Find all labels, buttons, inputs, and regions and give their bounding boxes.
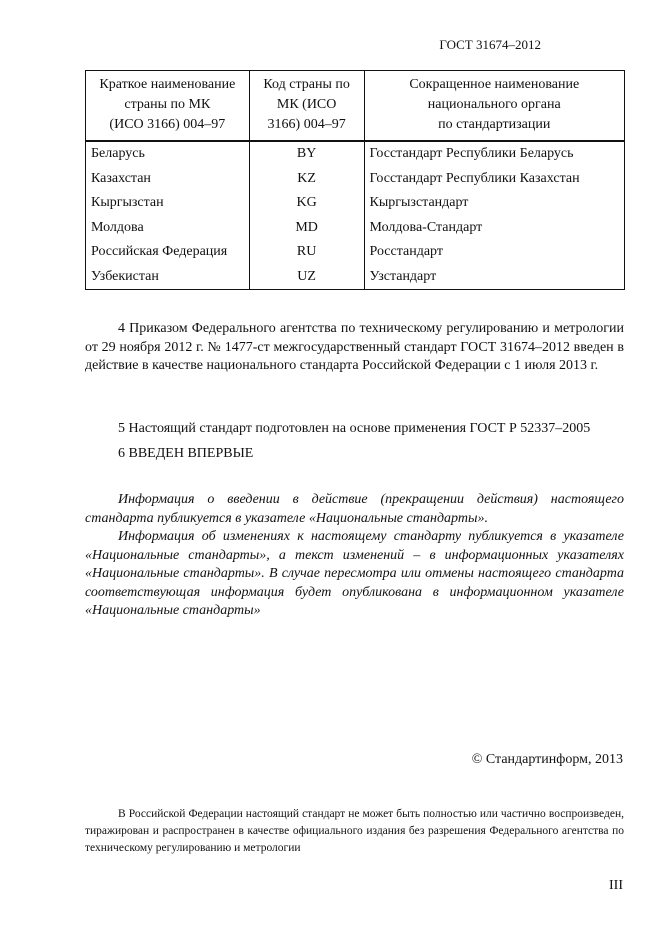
header-country-code [249,71,364,142]
code-cell: MD [249,216,364,241]
paragraph-5-basis: 5 Настоящий стандарт подготовлен на основе применения ГОСТ Р 52337–2005 [118,421,591,436]
table-row [86,141,625,167]
standards-body-cell: Госстандарт Республики Беларусь [364,141,624,167]
code-cell: KG [249,191,364,216]
header-code-line1: Код страны по [263,77,350,92]
document-code-header: ГОСТ 31674–2012 [439,37,541,52]
table-row [86,167,625,192]
code-cell: UZ [249,265,364,290]
country-cell: Молдова [86,216,250,241]
info-paragraph-enactment: Информация о введении в действие (прекращении действия) настоящего стандарта публикуется в указателе «Национальные стандарты». [85,492,624,526]
country-cell: Кыргызстан [86,191,250,216]
table-row [86,265,625,290]
header-country-line1: Краткое наименование [99,77,236,92]
code-cell: KZ [249,167,364,192]
standards-body-cell: Росстандарт [364,240,624,265]
header-body-line1: Сокращенное наименование [409,77,580,92]
info-paragraph-amendments: Информация об изменениях к настоящему стандарту публикуется в указателе «Национальные стандарты», а текст изменений – в информационных указателях «Национальные стандарты». В случае пересмотра или отмены настоящего стандарта соответствующая информация будет опубликована в информационном указателе «Национальные стандарты» [85,529,624,618]
header-country-line2: страны по МК [124,97,211,112]
country-cell: Казахстан [86,167,250,192]
copyright-notice: © Стандартинформ, 2013 [471,752,623,767]
code-cell: BY [249,141,364,167]
header-body-line2: национального органа [427,97,561,112]
header-code-line2: МК (ИСО [276,97,337,112]
country-cell: Российская Федерация [86,240,250,265]
standards-body-cell: Госстандарт Республики Казахстан [364,167,624,192]
header-body-line3: по стандартизации [438,117,551,132]
page-number: III [609,878,623,893]
paragraph-4-adoption-order: 4 Приказом Федерального агентства по техническому регулированию и метрологии от 29 ноября 2012 г. № 1477-ст межгосударственный стандарт ГОСТ 31674–2012 введен в действие в качестве национального стандарта Российской Федерации с 1 июля 2013 г. [85,321,624,373]
header-code-line3: 3166) 004–97 [267,117,346,132]
standards-body-cell: Узстандарт [364,265,624,290]
standards-body-cell: Молдова-Стандарт [364,216,624,241]
country-cell: Беларусь [86,141,250,167]
table-row [86,191,625,216]
code-cell: RU [249,240,364,265]
header-country-line3: (ИСО 3166) 004–97 [109,117,226,132]
table-header-row [86,71,625,142]
country-cell: Узбекистан [86,265,250,290]
reproduction-restriction-note: В Российской Федерации настоящий стандарт не может быть полностью или частично воспроизведен, тиражирован и распространен в качестве официального издания без разрешения Федерального агентства по техническому регулированию и метрологии [85,808,624,854]
countries-table [85,70,625,290]
table-row [86,240,625,265]
paragraph-6-introduced: 6 ВВЕДЕН ВПЕРВЫЕ [118,446,254,461]
table-row [86,216,625,241]
header-standards-body [364,71,624,142]
standards-body-cell: Кыргызстандарт [364,191,624,216]
header-country-name [86,71,250,142]
